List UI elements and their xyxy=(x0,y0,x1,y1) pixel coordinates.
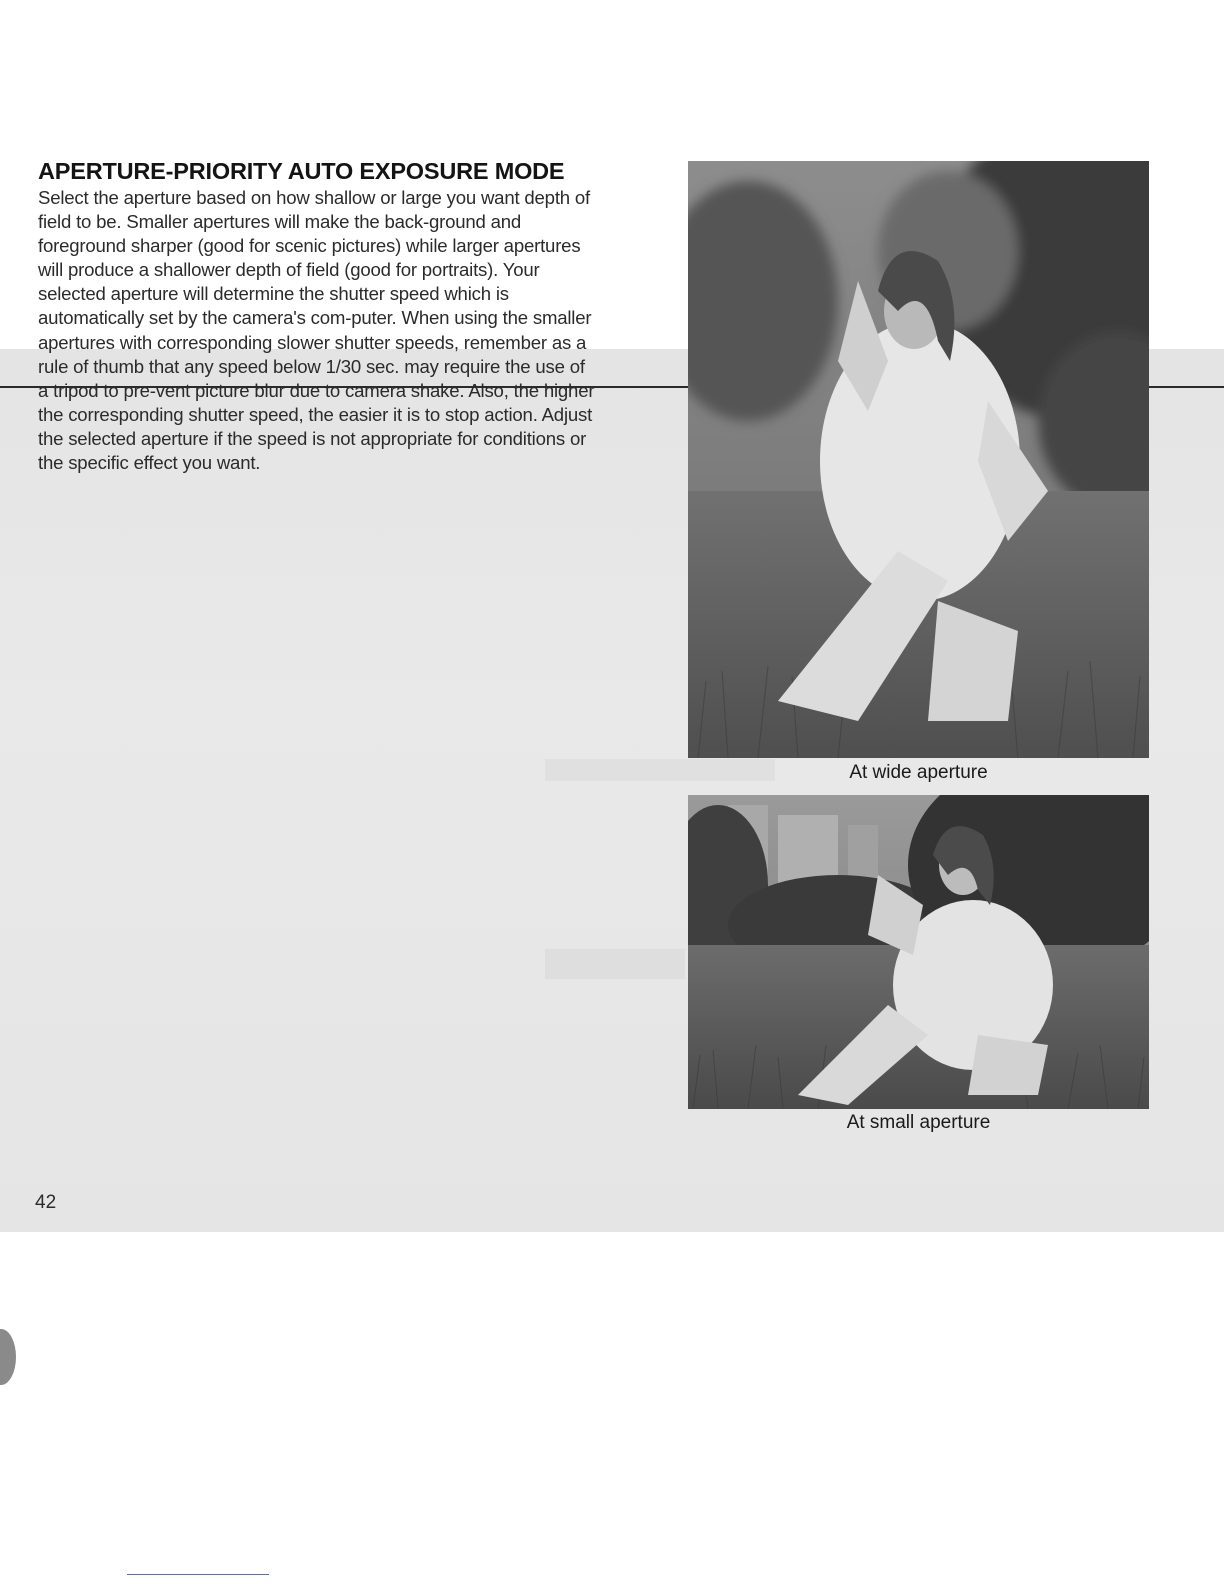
page-number: 42 xyxy=(35,1192,57,1213)
figure-caption-wide: At wide aperture xyxy=(849,762,988,783)
binder-hole-shadow xyxy=(0,1329,16,1385)
bleed-through-mark xyxy=(545,949,685,979)
photo-wide-aperture xyxy=(688,161,1149,758)
photo-small-aperture xyxy=(688,795,1149,1109)
figure-caption-small: At small aperture xyxy=(846,1112,991,1133)
section-heading: APERTURE-PRIORITY AUTO EXPOSURE MODE xyxy=(38,158,565,184)
bottom-underline xyxy=(127,1574,269,1575)
section-body-text: Select the aperture based on how shallow or large you want depth of field to be. Smaller apertures will make the back-ground and foreground sharper (good for scenic pictures) while larger apertures will produce a shallower depth of field (good for portraits). Your selected aperture will determine the shutter speed which is automatically set by the camera's com-puter. When using the smaller apertures with corresponding slower shutter speeds, remember as a rule of thumb that any speed below 1/30 sec. may require the use of a tripod to pre-vent picture blur due to camera shake. Also, the higher the corresponding shutter speed, the easier it is to stop action. Adjust the selected aperture if the speed is not appropriate for conditions or the specific effect you want. xyxy=(38,187,595,474)
